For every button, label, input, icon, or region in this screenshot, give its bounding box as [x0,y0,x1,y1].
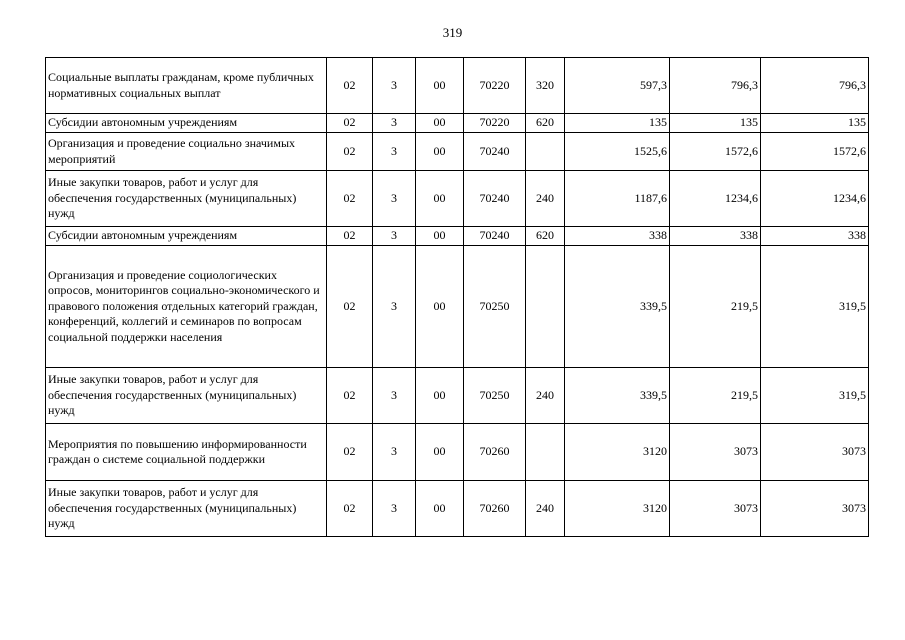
row-c3: 00 [416,58,464,114]
row-c4: 70240 [464,171,526,227]
row-v1: 3120 [565,481,670,537]
row-v2: 3073 [670,424,761,481]
row-c3: 00 [416,227,464,246]
row-v3: 1234,6 [761,171,869,227]
budget-table [45,57,869,537]
row-v3: 135 [761,114,869,133]
row-c4: 70240 [464,133,526,171]
row-name: Иные закупки товаров, работ и услуг для обеспечения государственных (муниципальных) нужд [46,171,327,227]
row-c4: 70250 [464,368,526,424]
row-c3: 00 [416,424,464,481]
row-c3: 00 [416,481,464,537]
row-c4: 70220 [464,114,526,133]
row-c2: 3 [373,481,416,537]
table-row [46,424,869,481]
row-c1: 02 [327,246,373,368]
row-c1: 02 [327,227,373,246]
row-c1: 02 [327,58,373,114]
row-v1: 1525,6 [565,133,670,171]
row-c5: 240 [526,171,565,227]
row-v3: 319,5 [761,246,869,368]
row-c4: 70250 [464,246,526,368]
page-number: 319 [442,25,463,40]
row-c1: 02 [327,114,373,133]
row-v2: 1234,6 [670,171,761,227]
table-row [46,481,869,537]
table-row [46,171,869,227]
row-c5 [526,246,565,368]
row-c3: 00 [416,246,464,368]
row-c2: 3 [373,114,416,133]
row-c4: 70220 [464,58,526,114]
row-name: Мероприятия по повышению информированности граждан о системе социальной поддержки [46,424,327,481]
row-c2: 3 [373,368,416,424]
row-c4: 70260 [464,481,526,537]
row-v2: 338 [670,227,761,246]
row-v1: 1187,6 [565,171,670,227]
row-c5: 320 [526,58,565,114]
row-c2: 3 [373,227,416,246]
row-v3: 338 [761,227,869,246]
row-name: Организация и проведение социологических опросов, мониторингов социально-экономического и правового положения отдельных категорий граждан, конференций, коллегий и семинаров по вопросам социальной поддержки населения [46,246,327,368]
row-v1: 135 [565,114,670,133]
row-c4: 70260 [464,424,526,481]
row-v3: 3073 [761,481,869,537]
row-v1: 597,3 [565,58,670,114]
row-name: Субсидии автономным учреждениям [46,114,327,133]
row-v3: 796,3 [761,58,869,114]
row-c3: 00 [416,368,464,424]
row-c2: 3 [373,424,416,481]
row-v3: 3073 [761,424,869,481]
row-c5: 240 [526,368,565,424]
row-c3: 00 [416,114,464,133]
table-row [46,58,869,114]
row-v1: 3120 [565,424,670,481]
row-v2: 796,3 [670,58,761,114]
row-v1: 338 [565,227,670,246]
row-c5 [526,133,565,171]
row-name: Субсидии автономным учреждениям [46,227,327,246]
row-c2: 3 [373,58,416,114]
row-c5 [526,424,565,481]
row-c4: 70240 [464,227,526,246]
row-c3: 00 [416,133,464,171]
row-c1: 02 [327,133,373,171]
row-v3: 1572,6 [761,133,869,171]
row-v2: 219,5 [670,368,761,424]
row-v2: 1572,6 [670,133,761,171]
row-v2: 135 [670,114,761,133]
row-name: Организация и проведение социально значимых мероприятий [46,133,327,171]
table-row [46,133,869,171]
row-name: Иные закупки товаров, работ и услуг для обеспечения государственных (муниципальных) нужд [46,368,327,424]
row-c1: 02 [327,424,373,481]
row-c5: 620 [526,227,565,246]
row-v1: 339,5 [565,246,670,368]
row-c1: 02 [327,481,373,537]
table-row [46,246,869,368]
row-v2: 219,5 [670,246,761,368]
row-name: Социальные выплаты гражданам, кроме публичных нормативных социальных выплат [46,58,327,114]
table-row [46,114,869,133]
row-c2: 3 [373,171,416,227]
row-c1: 02 [327,171,373,227]
table-row [46,227,869,246]
row-v2: 3073 [670,481,761,537]
row-c1: 02 [327,368,373,424]
row-c2: 3 [373,246,416,368]
row-c3: 00 [416,171,464,227]
row-name: Иные закупки товаров, работ и услуг для обеспечения государственных (муниципальных) нужд [46,481,327,537]
row-v3: 319,5 [761,368,869,424]
table-row [46,368,869,424]
row-c5: 240 [526,481,565,537]
row-v1: 339,5 [565,368,670,424]
row-c2: 3 [373,133,416,171]
row-c5: 620 [526,114,565,133]
